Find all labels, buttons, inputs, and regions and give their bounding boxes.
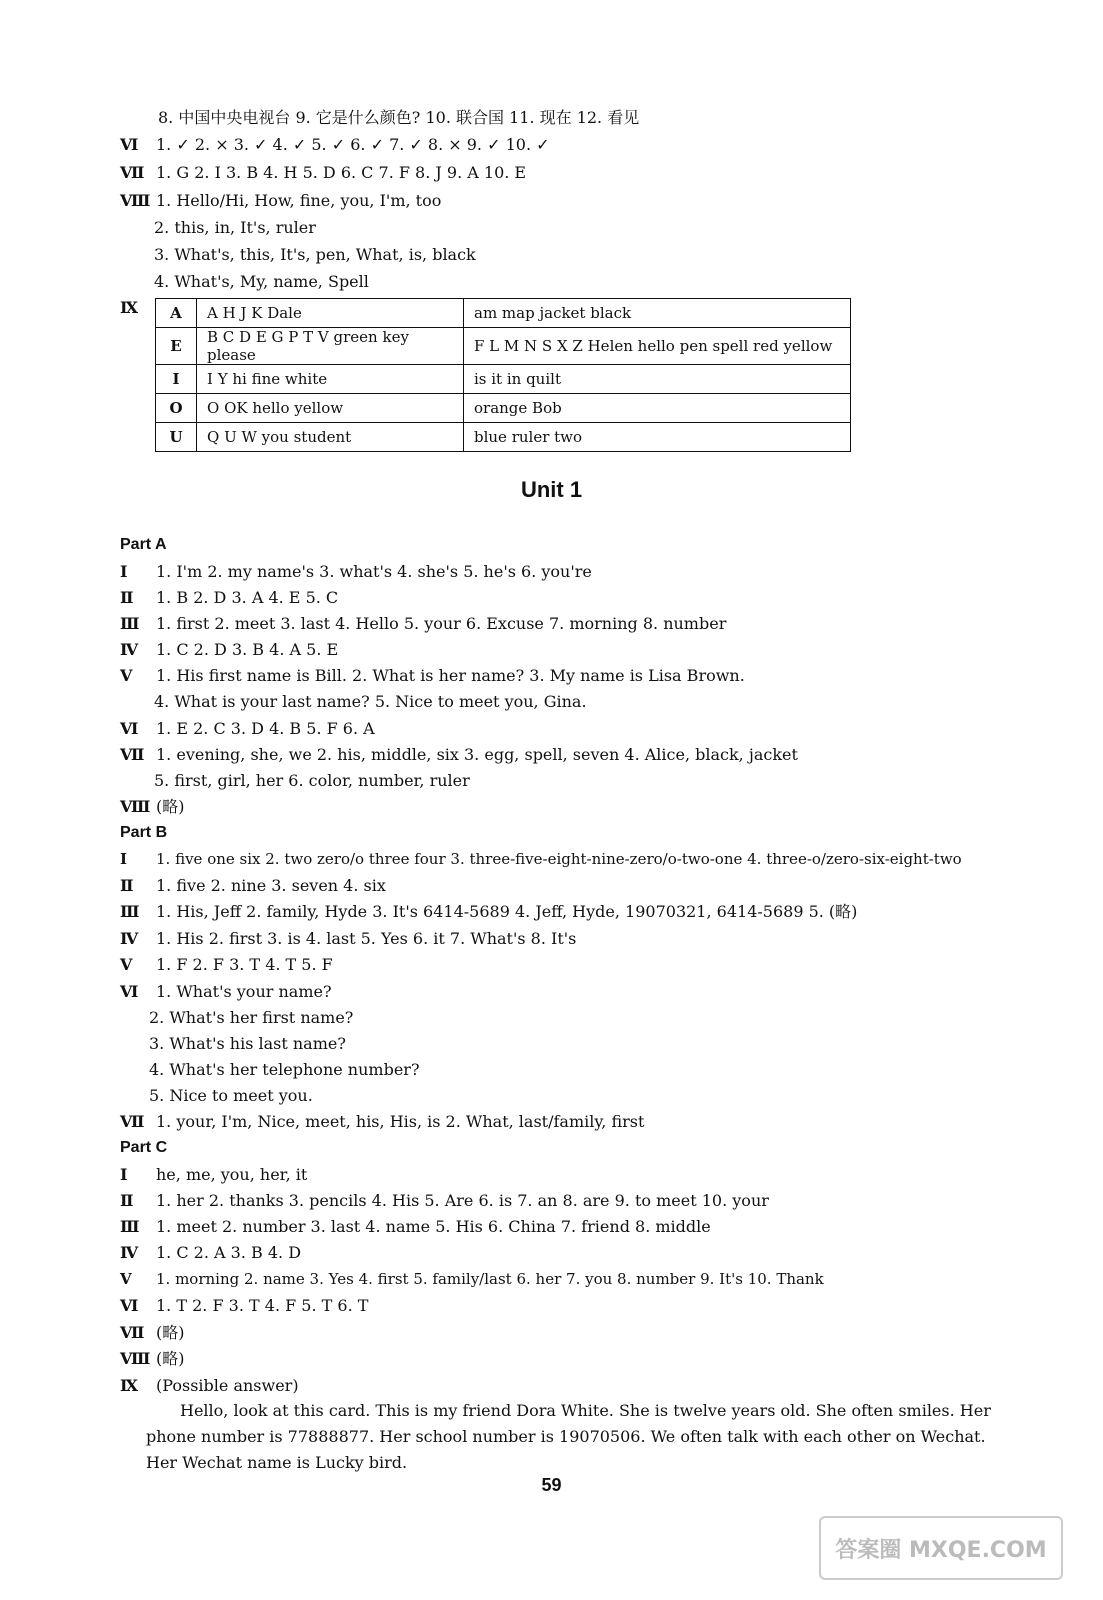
roman-numeral: Ⅴ <box>120 1270 132 1288</box>
words-cell: F L M N S X Z Helen hello pen spell red yellow <box>464 328 851 365</box>
part-a-section-5b: 4. What is your last name? 5. Nice to meet you, Gina. <box>154 692 587 711</box>
part-c-section-6 <box>120 1296 368 1316</box>
part-b-section-6e: 5. Nice to meet you. <box>149 1086 313 1105</box>
part-b-section-5 <box>120 955 333 975</box>
part-b-heading: Part B <box>120 824 168 841</box>
part-c-section-5 <box>120 1269 824 1289</box>
answers: 1. ✓ 2. × 3. ✓ 4. ✓ 5. ✓ 6. ✓ 7. ✓ 8. × 9. ✓ 10. ✓ <box>156 135 550 154</box>
answers: (略) <box>156 797 185 816</box>
roman-numeral: Ⅳ <box>120 929 139 948</box>
answers: 1. E 2. C 3. D 4. B 5. F 6. A <box>156 719 375 738</box>
part-a-section-8 <box>120 797 185 817</box>
roman-numeral: Ⅱ <box>120 588 134 607</box>
part-c-section-4 <box>120 1243 301 1263</box>
vowel-table <box>155 298 851 452</box>
words-cell: A H J K Dale <box>197 299 464 328</box>
vowel-cell: U <box>156 423 197 452</box>
answers: 1. five 2. nine 3. seven 4. six <box>156 876 386 895</box>
roman-numeral: Ⅷ <box>120 191 151 210</box>
part-a-section-7b: 5. first, girl, her 6. color, number, ruler <box>154 771 470 790</box>
table-row <box>156 365 851 394</box>
table-row <box>156 328 851 365</box>
vowel-cell: O <box>156 394 197 423</box>
part-a-heading: Part A <box>120 536 167 553</box>
roman-numeral: Ⅶ <box>120 1112 145 1131</box>
part-c-section-7 <box>120 1323 185 1343</box>
answers: 1. your, I'm, Nice, meet, his, His, is 2. What, last/family, first <box>156 1112 645 1131</box>
page-number: 59 <box>541 1475 562 1495</box>
part-b-section-6b: 2. What's her first name? <box>149 1008 354 1027</box>
roman-numeral: Ⅱ <box>120 1191 134 1210</box>
answers: 1. her 2. thanks 3. pencils 4. His 5. Are 6. is 7. an 8. are 9. to meet 10. your <box>156 1191 769 1210</box>
part-a-section-3 <box>120 614 726 634</box>
answers: 1. G 2. I 3. B 4. H 5. D 6. C 7. F 8. J 9. A 10. E <box>156 163 527 182</box>
table-row <box>156 394 851 423</box>
roman-numeral: Ⅷ <box>120 1349 151 1368</box>
top-section-viii <box>120 191 441 211</box>
roman-numeral: Ⅱ <box>120 876 134 895</box>
answers: 1. Hello/Hi, How, fine, you, I'm, too <box>156 191 442 210</box>
part-a-section-6 <box>120 719 375 739</box>
answers: 1. C 2. A 3. B 4. D <box>156 1243 302 1262</box>
part-c-section-9 <box>120 1376 299 1396</box>
answers: (略) <box>156 1349 185 1368</box>
part-b-section-2 <box>120 876 386 896</box>
answers: 1. five one six 2. two zero/o three four 3. three-five-eight-nine-zero/o-two-one 4. three-o/zero-six-eight-two <box>156 850 962 868</box>
answers: 1. His 2. first 3. is 4. last 5. Yes 6. it 7. What's 8. It's <box>156 929 577 948</box>
answers: 1. His first name is Bill. 2. What is her name? 3. My name is Lisa Brown. <box>156 666 745 685</box>
words-cell: blue ruler two <box>464 423 851 452</box>
answers: 1. B 2. D 3. A 4. E 5. C <box>156 588 339 607</box>
words-cell: is it in quilt <box>464 365 851 394</box>
words-cell: Q U W you student <box>197 423 464 452</box>
answers: 1. morning 2. name 3. Yes 4. first 5. family/last 6. her 7. you 8. number 9. It's 10. Thank <box>156 1270 824 1288</box>
part-b-section-1 <box>120 849 962 869</box>
answers: 1. evening, she, we 2. his, middle, six 3. egg, spell, seven 4. Alice, black, jacket <box>156 745 798 764</box>
part-a-section-4 <box>120 640 338 660</box>
answers: 1. His, Jeff 2. family, Hyde 3. It's 6414-5689 4. Jeff, Hyde, 19070321, 6414-5689 5. (略) <box>156 902 858 921</box>
vowel-cell: E <box>156 328 197 365</box>
part-b-section-6c: 3. What's his last name? <box>149 1034 346 1053</box>
sample-paragraph: Hello, look at this card. This is my friend Dora White. She is twelve years old. She often smiles. Her phone number is 77888877. Her school number is 19070506. We often talk with each other on Wechat. Her Wechat name is Lucky bird. <box>146 1401 991 1472</box>
roman-numeral: Ⅶ <box>120 1323 145 1342</box>
roman-numeral: Ⅷ <box>120 797 151 816</box>
part-c-section-2 <box>120 1191 769 1211</box>
answers: 1. What's your name? <box>156 982 332 1001</box>
roman-numeral: Ⅵ <box>120 719 139 738</box>
part-a-section-1 <box>120 562 592 582</box>
part-b-section-3 <box>120 902 857 922</box>
top-section-viii-4: 4. What's, My, name, Spell <box>154 272 369 291</box>
roman-numeral: Ⅲ <box>120 902 140 921</box>
answers: (略) <box>156 1323 185 1342</box>
top-section-vi <box>120 135 550 155</box>
part-c-section-1 <box>120 1165 307 1185</box>
roman-numeral: Ⅸ <box>120 1376 139 1395</box>
part-a-section-7 <box>120 745 798 765</box>
vowel-cell: A <box>156 299 197 328</box>
roman-numeral: Ⅰ <box>120 850 128 868</box>
words-cell: B C D E G P T V green key please <box>197 328 464 365</box>
roman-numeral: Ⅰ <box>120 562 128 581</box>
roman-numeral: Ⅵ <box>120 982 139 1001</box>
top-section-viii-2: 2. this, in, It's, ruler <box>154 218 316 237</box>
roman-numeral: Ⅲ <box>120 614 140 633</box>
roman-numeral: Ⅲ <box>120 1217 140 1236</box>
roman-numeral: Ⅵ <box>120 1296 139 1315</box>
roman-numeral-ix: Ⅸ <box>120 298 139 317</box>
answers: he, me, you, her, it <box>156 1165 308 1184</box>
answers: 1. meet 2. number 3. last 4. name 5. His 6. China 7. friend 8. middle <box>156 1217 711 1236</box>
roman-numeral: Ⅵ <box>120 135 139 154</box>
answers: 1. first 2. meet 3. last 4. Hello 5. your 6. Excuse 7. morning 8. number <box>156 614 727 633</box>
words-cell: O OK hello yellow <box>197 394 464 423</box>
roman-numeral: Ⅳ <box>120 640 139 659</box>
top-section-viii-3: 3. What's, this, It's, pen, What, is, black <box>154 245 476 264</box>
top-section-vii <box>120 163 526 183</box>
part-c-section-3 <box>120 1217 711 1237</box>
roman-numeral: Ⅰ <box>120 1165 128 1184</box>
part-b-section-6 <box>120 982 332 1002</box>
answers: (Possible answer) <box>156 1376 299 1395</box>
watermark-logo: 答案圈 MXQE.COM <box>819 1516 1063 1580</box>
top-line-chinese: 8. 中国中央电视台 9. 它是什么颜色? 10. 联合国 11. 现在 12. 看见 <box>158 108 640 127</box>
words-cell: am map jacket black <box>464 299 851 328</box>
part-b-section-6d: 4. What's her telephone number? <box>149 1060 420 1079</box>
table-row <box>156 423 851 452</box>
answers: 1. C 2. D 3. B 4. A 5. E <box>156 640 339 659</box>
part-a-section-2 <box>120 588 338 608</box>
vowel-cell: I <box>156 365 197 394</box>
words-cell: orange Bob <box>464 394 851 423</box>
part-c-heading: Part C <box>120 1139 168 1156</box>
answers: 1. I'm 2. my name's 3. what's 4. she's 5. he's 6. you're <box>156 562 592 581</box>
table-row <box>156 299 851 328</box>
unit-title: Unit 1 <box>520 477 583 502</box>
roman-numeral: Ⅴ <box>120 666 133 685</box>
answers: 1. T 2. F 3. T 4. F 5. T 6. T <box>156 1296 369 1315</box>
roman-numeral: Ⅳ <box>120 1243 139 1262</box>
roman-numeral: Ⅶ <box>120 745 145 764</box>
answers: 1. F 2. F 3. T 4. T 5. F <box>156 955 333 974</box>
part-b-section-4 <box>120 929 576 949</box>
part-a-section-5 <box>120 666 745 686</box>
part-c-section-8 <box>120 1349 185 1369</box>
roman-numeral: Ⅴ <box>120 955 133 974</box>
part-b-section-7 <box>120 1112 644 1132</box>
words-cell: I Y hi fine white <box>197 365 464 394</box>
roman-numeral: Ⅶ <box>120 163 145 182</box>
